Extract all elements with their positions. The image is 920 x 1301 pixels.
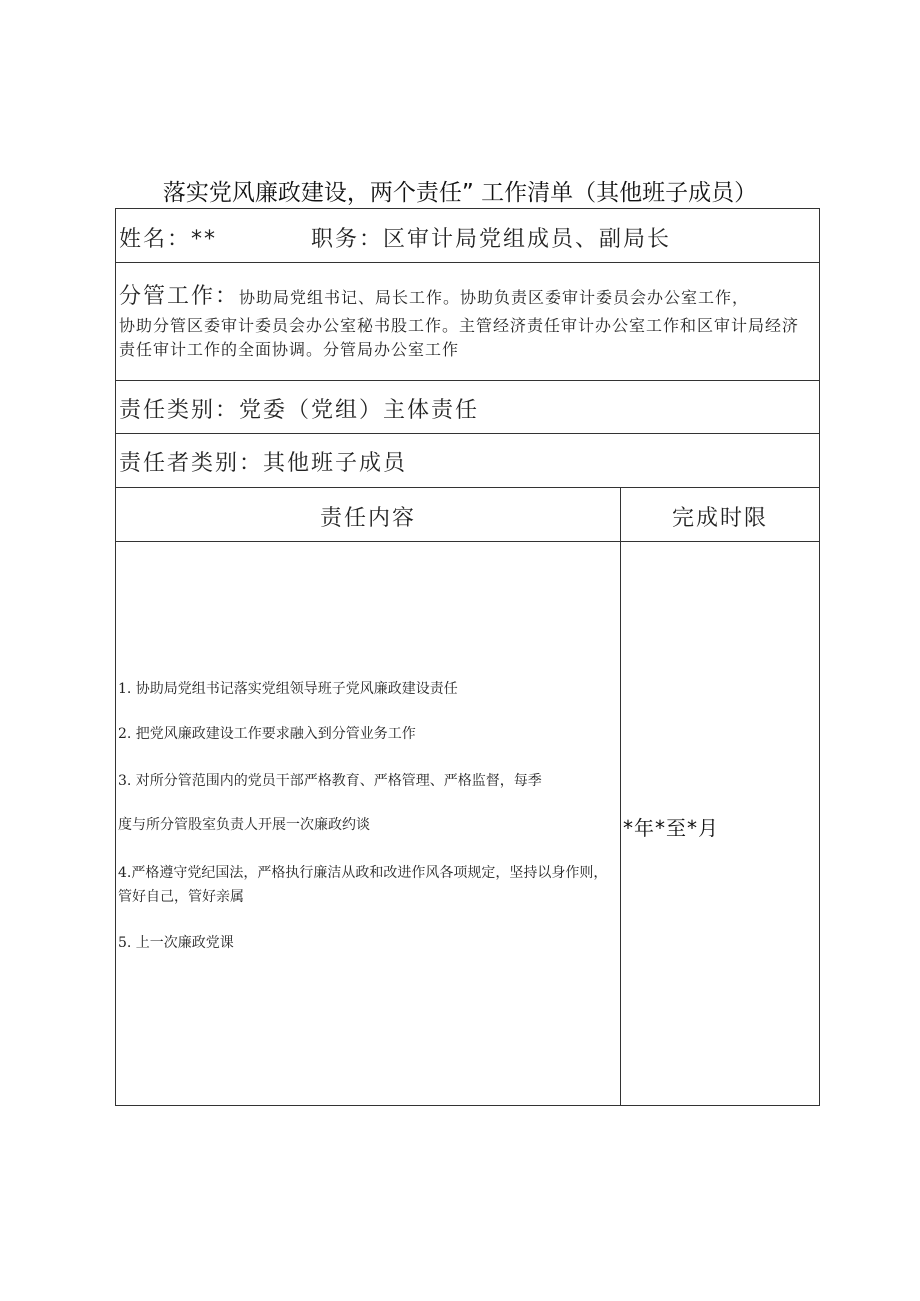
column-divider [620, 488, 621, 1105]
deadline-value: *年*至*月 [623, 816, 719, 840]
duties-label: 分管工作： [119, 284, 240, 309]
position-field [311, 222, 671, 253]
duties-line1: 协助局党组书记、局长工作。协助负责区委审计委员会办公室工作， [239, 288, 750, 307]
responsibility-type: 责任类别：党委（党组）主体责任 [119, 398, 480, 423]
list-item: 3. 对所分管范围内的党员干部严格教育、严格管理、严格监督，每季 [118, 773, 542, 789]
list-item: 度与所分管股室负责人开展一次廉政约谈 [118, 817, 370, 833]
list-item: 5. 上一次廉政党课 [118, 935, 234, 951]
position-value: 区审计局党组成员、副局长 [383, 227, 672, 252]
responsibility-table [115, 208, 820, 1106]
list-item: 4.严格遵守党纪国法，严格执行廉洁从政和改进作风各项规定，坚持以身作则，管好自己，管好亲属 [118, 865, 608, 905]
responsible-party-type: 责任者类别：其他班子成员 [119, 451, 408, 476]
name-label: 姓名： [119, 227, 192, 252]
header-deadline: 完成时限 [671, 506, 768, 531]
name-field [119, 222, 217, 253]
name-value: ** [191, 227, 218, 252]
document-title: 落实党风廉政建设，两个责任” 工作清单（其他班子成员） [162, 180, 758, 206]
list-item: 1. 协助局党组书记落实党组领导班子党风廉政建设责任 [118, 681, 458, 697]
list-item: 2. 把党风廉政建设工作要求融入到分管业务工作 [118, 726, 416, 742]
duties-text: 协助分管区委审计委员会办公室秘书股工作。主管经济责任审计办公室工作和区审计局经济责任审计工作的全面协调。分管局办公室工作 [119, 316, 800, 359]
duties-field [119, 279, 749, 310]
header-content: 责任内容 [319, 506, 416, 531]
position-label: 职务： [311, 227, 384, 252]
